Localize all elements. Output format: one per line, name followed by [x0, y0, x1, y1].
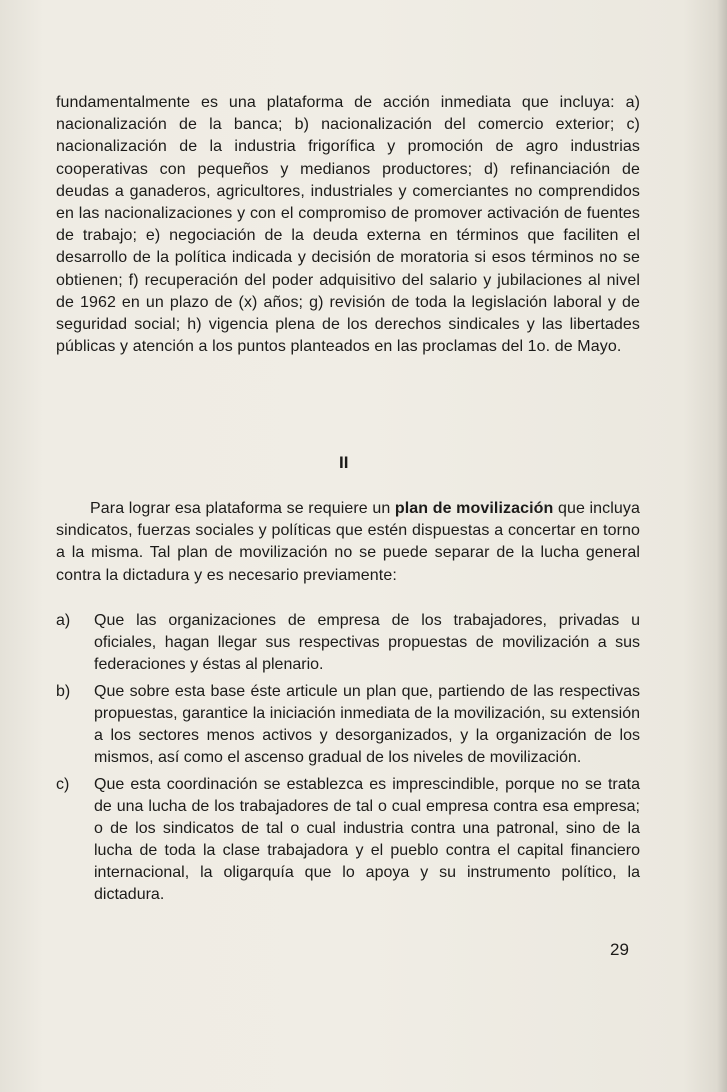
- list-item: [56, 610, 640, 676]
- requirements-list: [56, 610, 640, 911]
- section-number: II: [339, 453, 349, 472]
- list-item-text: Que esta coordinación se establezca es imprescindible, porque no se trata de una lucha de los trabajadores de tal o cual empresa contra esa empresa; o de los sindicatos de tal o cual industria contra una patronal, sino de la lucha de toda la clase trabajadora y el pueblo contra el capital financiero internacional, la oligarquía que lo apoya y su instrumento político, la dictadura.: [94, 776, 640, 903]
- paragraph-2-rest: que incluya sindicatos, fuerzas sociales y políticas que estén dispuestas a concertar en torno a la misma. Tal plan de movilización no se puede separar de la lucha general contra la dictadura y es necesario previamente:: [56, 500, 641, 584]
- paragraph-mobilization-plan: [56, 498, 640, 587]
- page-edge-shadow: [717, 0, 727, 1092]
- list-item-text: Que sobre esta base éste articule un plan que, partiendo de las respectivas propuestas, garantice la iniciación inmediata de la movilización, su extensión a los sectores menos activos y desorganizados, y la organización de los mismos, así como el ascenso gradual de los niveles de movilización.: [94, 683, 640, 766]
- paragraph-2-emphasis: plan de movilización: [394, 500, 554, 517]
- page-number: 29: [610, 940, 629, 959]
- paragraph-platform-measures: fundamentalmente es una plataforma de acción inmediata que incluya: a) nacionalización de la banca; b) nacionalización del comercio exterior; c) nacionalización de la industria frigorífica y promoción de agro industrias cooperativas con pequeños y medianos productores; d) refinanciación de deudas a ganaderos, agricultores, industriales y comerciantes no comprendidos en las nacionalizaciones y con el compromiso de promover activación de fuentes de trabajo; e) negociación de la deuda externa en términos que faciliten el desarrollo de la política indicada y decisión de moratoria si esos términos no se obtienen; f) recuperación del poder adquisitivo del salario y jubilaciones al nivel de 1962 en un plazo de (x) años; g) revisión de toda la legislación laboral y de seguridad social; h) vigencia plena de los derechos sindicales y las libertades públicas y atención a los puntos planteados en las proclamas del 1o. de Mayo.: [56, 94, 640, 356]
- paragraph-2-intro: Para lograr esa plataforma se requiere un: [90, 500, 395, 517]
- list-marker: c): [56, 776, 70, 793]
- list-item: [56, 681, 640, 769]
- list-item-text: Que las organizaciones de empresa de los trabajadores, privadas u oficiales, hagan llegar sus respectivas propuestas de movilización a sus federaciones y éstas al plenario.: [94, 612, 640, 673]
- list-item: [56, 774, 640, 906]
- list-marker: b): [56, 683, 71, 700]
- list-marker: a): [56, 612, 71, 629]
